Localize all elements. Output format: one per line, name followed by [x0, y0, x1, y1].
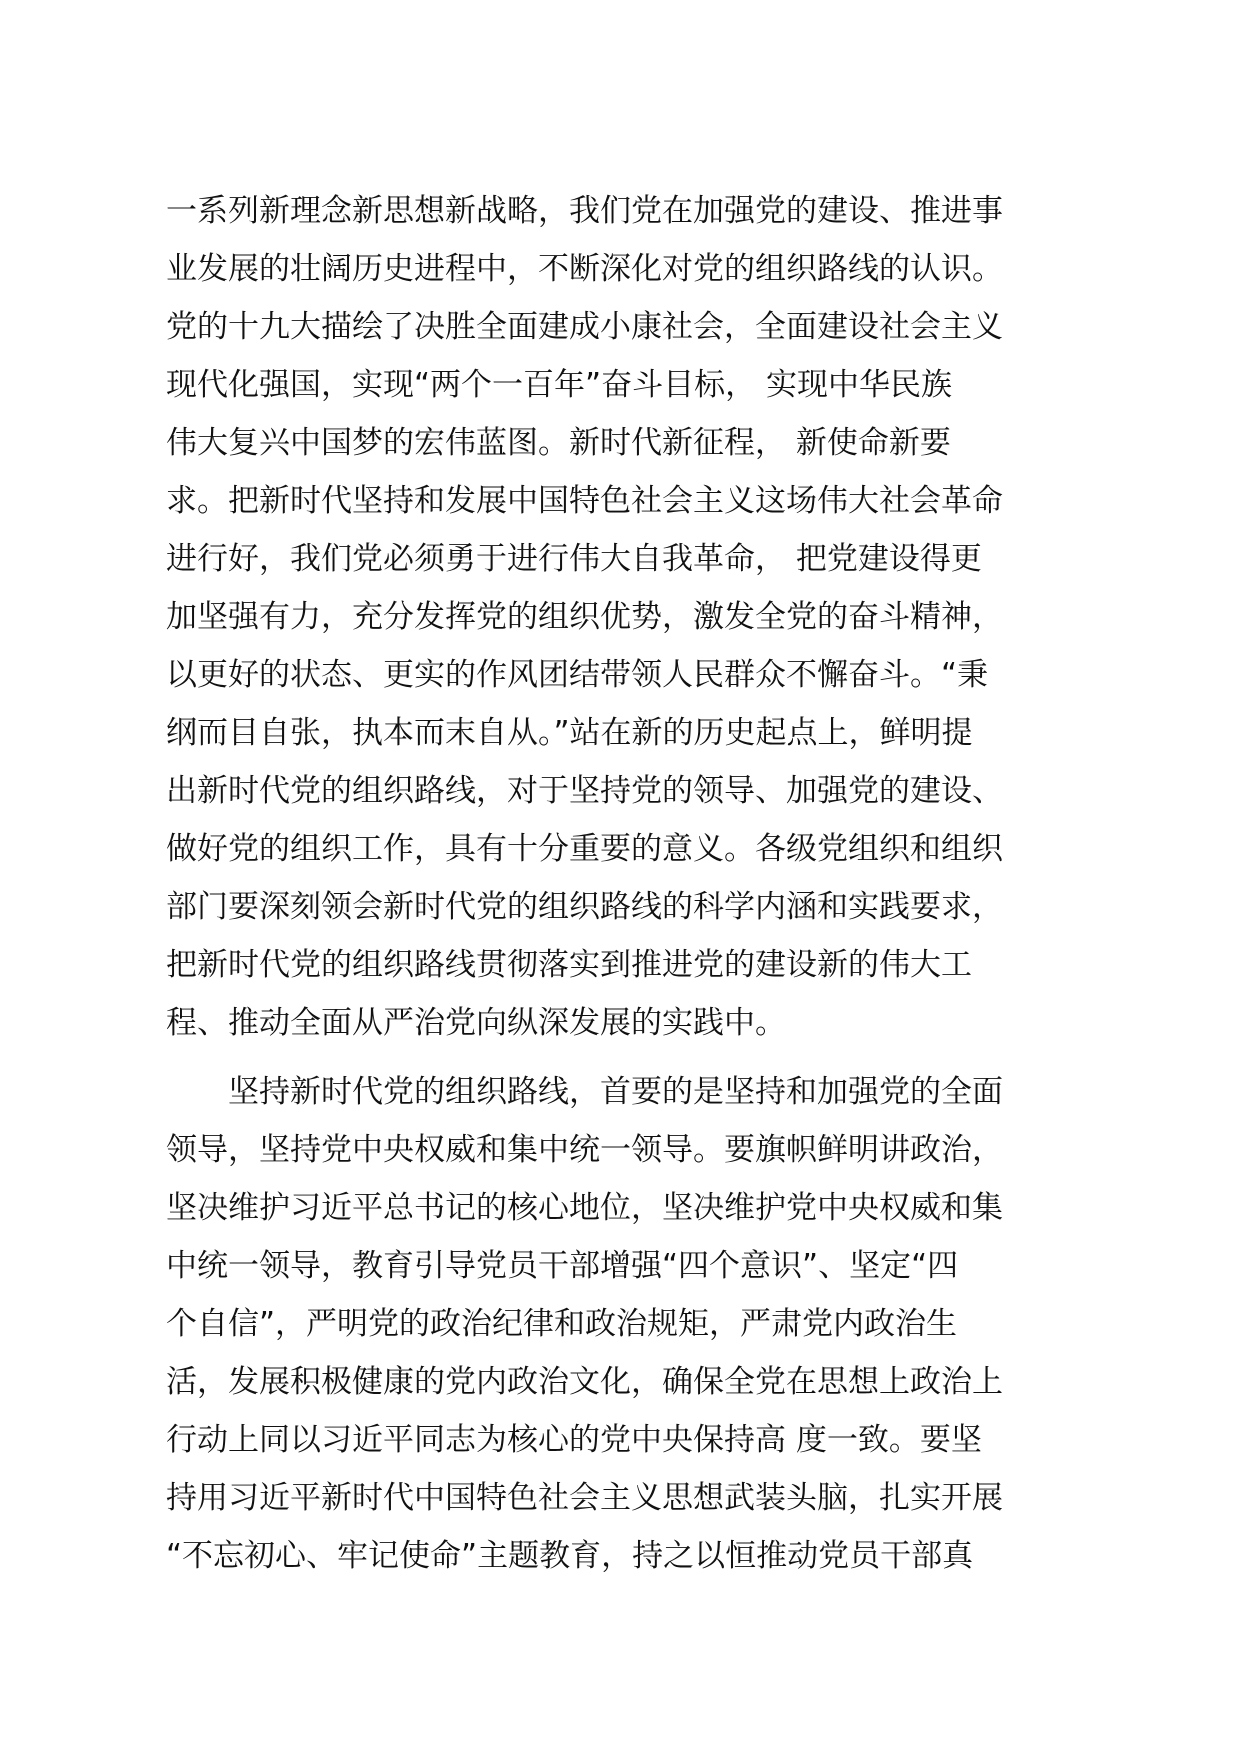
text-line: 程、推动全面从严治党向纵深发展的实践中。	[166, 1005, 786, 1041]
text-line: 做好党的组织工作，具有十分重要的意义。各级党组织和组织	[166, 831, 1003, 867]
text-line: 领导，坚持党中央权威和集中统一领导。要旗帜鲜明讲政治，	[166, 1132, 1003, 1168]
text-line: 现代化强国，实现“两个一百年”奋斗目标， 实现中华民族	[166, 367, 952, 403]
text-line: 坚决维护习近平总书记的核心地位，坚决维护党中央权威和集	[166, 1190, 1003, 1226]
body-text	[166, 182, 1076, 1585]
text-line: 持用习近平新时代中国特色社会主义思想武装头脑，扎实开展	[166, 1480, 1003, 1516]
text-line: 把新时代党的组织路线贯彻落实到推进党的建设新的伟大工	[166, 947, 972, 983]
paragraph-1	[166, 182, 1076, 1052]
text-line: 中统一领导，教育引导党员干部增强“四个意识”、坚定“四	[166, 1248, 959, 1284]
text-line: 求。把新时代坚持和发展中国特色社会主义这场伟大社会革命	[166, 483, 1003, 519]
text-line: 个自信”，严明党的政治纪律和政治规矩，严肃党内政治生	[166, 1306, 958, 1342]
text-line: 坚持新时代党的组织路线，首要的是坚持和加强党的全面	[166, 1074, 1003, 1110]
text-line: “不忘初心、牢记使命”主题教育，持之以恒推动党员干部真	[166, 1538, 974, 1574]
text-line: 伟大复兴中国梦的宏伟蓝图。新时代新征程， 新使命新要	[166, 425, 951, 461]
text-line: 党的十九大描绘了决胜全面建成小康社会，全面建设社会主义	[166, 309, 1003, 345]
text-line: 加坚强有力，充分发挥党的组织优势，激发全党的奋斗精神，	[166, 599, 1003, 635]
text-line: 业发展的壮阔历史进程中，不断深化对党的组织路线的认识。	[166, 251, 1003, 287]
text-line: 以更好的状态、更实的作风团结带领人民群众不懈奋斗。“秉	[166, 657, 989, 693]
text-line: 进行好，我们党必须勇于进行伟大自我革命， 把党建设得更	[166, 541, 982, 577]
text-line: 出新时代党的组织路线，对于坚持党的领导、加强党的建设、	[166, 773, 1003, 809]
text-line: 行动上同以习近平同志为核心的党中央保持高 度一致。要坚	[166, 1422, 982, 1458]
paragraph-2	[166, 1063, 1076, 1585]
text-line: 纲而目自张，执本而末自从。”站在新的历史起点上，鲜明提	[166, 715, 973, 751]
text-line: 部门要深刻领会新时代党的组织路线的科学内涵和实践要求，	[166, 889, 1003, 925]
text-line: 一系列新理念新思想新战略，我们党在加强党的建设、推进事	[166, 193, 1003, 229]
text-line: 活，发展积极健康的党内政治文化，确保全党在思想上政治上	[166, 1364, 1003, 1400]
